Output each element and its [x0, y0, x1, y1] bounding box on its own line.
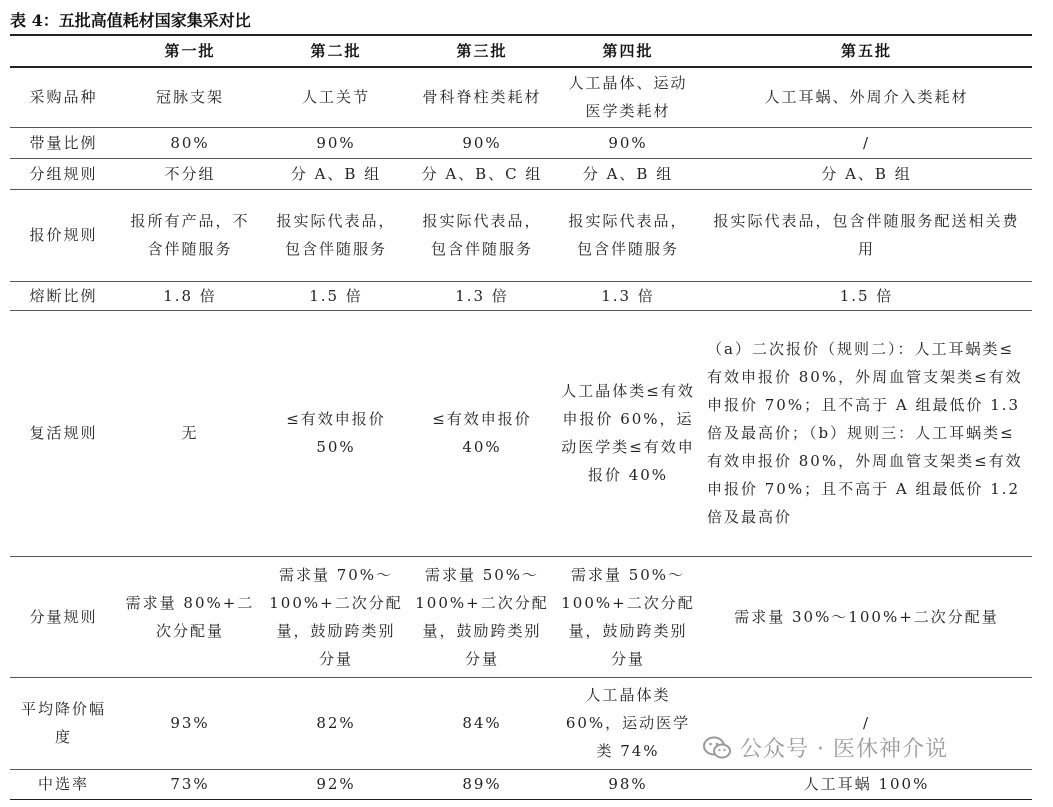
table-cell: 1.3 倍 [409, 281, 555, 310]
table-caption: 表 4：五批高值耗材国家集采对比 [10, 11, 251, 30]
table-cell: 骨科脊柱类耗材 [409, 67, 555, 127]
wechat-icon [702, 735, 732, 761]
table-cell: 需求量 50%～100%+二次分配量，鼓励跨类别分量 [409, 556, 555, 677]
table-cell: 需求量 80%+二次分配量 [117, 556, 263, 677]
table-cell: 人工耳蜗 100% [701, 769, 1032, 799]
table-row [10, 556, 1032, 677]
table-row [10, 281, 1032, 310]
table-cell: 报实际代表品，包含伴随服务 [409, 189, 555, 281]
header-batch-1: 第一批 [117, 35, 263, 67]
table-cell: / [701, 677, 1032, 769]
table-row [10, 158, 1032, 189]
table-cell: 分 A、B 组 [263, 158, 409, 189]
row-label: 分量规则 [10, 556, 117, 677]
table-cell: 90% [263, 127, 409, 158]
header-batch-4: 第四批 [555, 35, 701, 67]
header-row [10, 35, 1032, 67]
table-cell: 无 [117, 310, 263, 556]
table-cell: 人工晶体类≤有效申报价 60%，运动医学类≤有效申报价 40% [555, 310, 701, 556]
table-cell: 84% [409, 677, 555, 769]
row-label: 带量比例 [10, 127, 117, 158]
table-cell: 需求量 30%～100%+二次分配量 [701, 556, 1032, 677]
table-cell: 冠脉支架 [117, 67, 263, 127]
table-cell: 需求量 70%～100%+二次分配量，鼓励跨类别分量 [263, 556, 409, 677]
row-label: 分组规则 [10, 158, 117, 189]
table-cell: 分 A、B、C 组 [409, 158, 555, 189]
table-cell: ≤有效申报价 40% [409, 310, 555, 556]
table-cell: 不分组 [117, 158, 263, 189]
table-cell: （a）二次报价（规则二）：人工耳蜗类≤有效申报价 80%，外周血管支架类≤有效申报价 70%；且不高于 A 组最低价 1.3 倍及最高价；（b）规则三：人工耳蜗类≤有效申报价 80%，外周血管支架类≤有效申报价 70%；且不高于 A 组最低价 1.2 倍及最高价 [701, 310, 1032, 556]
table-cell: 人工关节 [263, 67, 409, 127]
table-cell: 报实际代表品，包含伴随服务配送相关费用 [701, 189, 1032, 281]
table-cell: 报实际代表品，包含伴随服务 [555, 189, 701, 281]
table-cell: 1.5 倍 [263, 281, 409, 310]
watermark-text: 公众号 · 医休神介说 [740, 737, 948, 762]
table-cell: 90% [409, 127, 555, 158]
table-cell: / [701, 127, 1032, 158]
table-row [10, 189, 1032, 281]
table-cell: 89% [409, 769, 555, 799]
table-cell: 93% [117, 677, 263, 769]
table-row [10, 127, 1032, 158]
row-label: 复活规则 [10, 310, 117, 556]
header-corner [10, 35, 117, 67]
table-row [10, 310, 1032, 556]
table-cell: 92% [263, 769, 409, 799]
table-cell: 人工晶体类 60%，运动医学类 74% [555, 677, 701, 769]
watermark [702, 732, 948, 763]
header-batch-2: 第二批 [263, 35, 409, 67]
header-batch-3: 第三批 [409, 35, 555, 67]
row-label: 报价规则 [10, 189, 117, 281]
table-cell: 98% [555, 769, 701, 799]
table-cell: 80% [117, 127, 263, 158]
table-cell: 分 A、B 组 [555, 158, 701, 189]
table-cell: 82% [263, 677, 409, 769]
table-cell: 1.8 倍 [117, 281, 263, 310]
table-row [10, 67, 1032, 127]
comparison-table [10, 34, 1032, 800]
row-label: 采购品种 [10, 67, 117, 127]
table-cell: 人工耳蜗、外周介入类耗材 [701, 67, 1032, 127]
table-cell: 报所有产品，不含伴随服务 [117, 189, 263, 281]
table-cell: 1.5 倍 [701, 281, 1032, 310]
table-cell: 人工晶体、运动医学类耗材 [555, 67, 701, 127]
table-cell: ≤有效申报价 50% [263, 310, 409, 556]
header-batch-5: 第五批 [701, 35, 1032, 67]
table-cell: 90% [555, 127, 701, 158]
table-cell: 分 A、B 组 [701, 158, 1032, 189]
table-row [10, 769, 1032, 799]
table-cell: 73% [117, 769, 263, 799]
row-label: 熔断比例 [10, 281, 117, 310]
row-label: 平均降价幅度 [10, 677, 117, 769]
table-cell: 报实际代表品，包含伴随服务 [263, 189, 409, 281]
row-label: 中选率 [10, 769, 117, 799]
table-cell: 1.3 倍 [555, 281, 701, 310]
table-cell: 需求量 50%～100%+二次分配量，鼓励跨类别分量 [555, 556, 701, 677]
